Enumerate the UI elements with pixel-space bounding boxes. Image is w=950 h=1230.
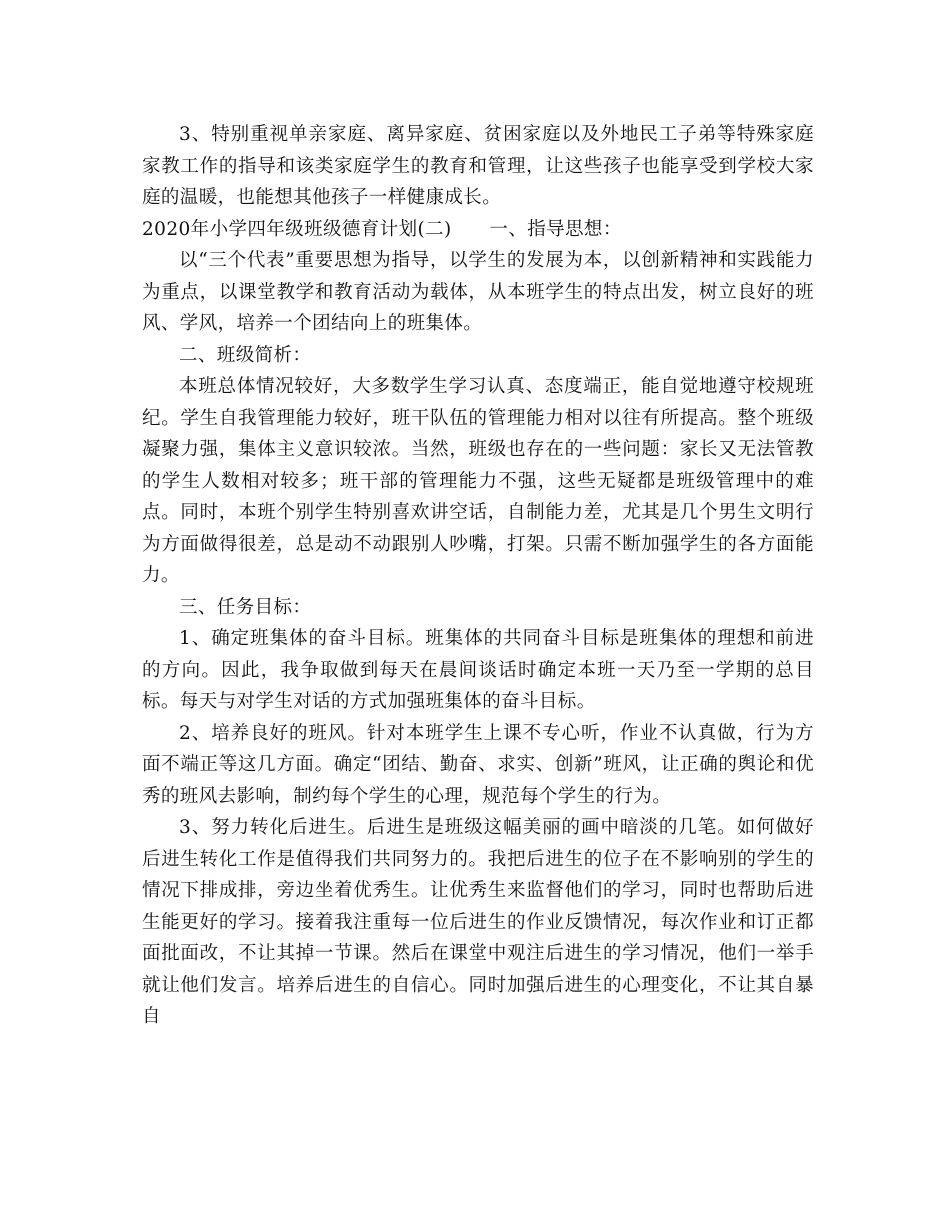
paragraph-goal-2: 2、培养良好的班风。针对本班学生上课不专心听，作业不认真做，行为方面不端正等这几方面。确定“团结、勤奋、求实、创新”班风，让正确的舆论和优秀的班风去影响，制约每个学生的心理，规范每个学生的行为。 [142, 722, 814, 807]
paragraph-class-analysis: 本班总体情况较好，大多数学生学习认真、态度端正，能自觉地遵守校规班纪。学生自我管理能力较好，班干队伍的管理能力相对以往有所提高。整个班级凝聚力强，集体主义意识较浓。当然，班级也存在的一些问题：家长又无法管教的学生人数相对较多；班干部的管理能力不强，这些无疑都是班级管理中的难点。同时，本班个别学生特别喜欢讲空话，自制能力差，尤其是几个男生文明行为方面做得很差，总是动不动跟别人吵嘴，打架。只需不断加强学生的各方面能力。 [142, 376, 814, 586]
paragraph-goal-1: 1、确定班集体的奋斗目标。班集体的共同奋斗目标是班集体的理想和前进的方向。因此，我争取做到每天在晨间谈话时确定本班一天乃至一学期的总目标。每天与对学生对话的方式加强班集体的奋斗目标。 [142, 628, 814, 712]
section-heading-task-goals: 三、任务目标： [179, 596, 312, 618]
paragraph-goal-3: 3、努力转化后进生。后进生是班级这幅美丽的画中暗淡的几笔。如何做好后进生转化工作是值得我们共同努力的。我把后进生的位子在不影响别的学生的情况下排成排，旁边坐着优秀生。让优秀生来监督他们的学习，同时也帮助后进生能更好的学习。接着我注重每一位后进生的作业反馈情况，每次作业和订正都面批面改，不让其掉一节课。然后在课堂中观注后进生的学习情况，他们一举手就让他们发言。培养后进生的自信心。同时加强后进生的心理变化，不让其自暴自 [142, 817, 814, 1027]
paragraph-guiding-thought: 以“三个代表”重要思想为指导，以学生的发展为本，以创新精神和实践能力为重点，以课堂教学和教育活动为载体，从本班学生的特点出发，树立良好的班风、学风，培养一个团结向上的班集体。 [142, 250, 814, 334]
section-heading-class-analysis: 二、班级简析： [179, 344, 312, 366]
document-title-line: 2020年小学四年级班级德育计划(二) 一、指导思想： [142, 218, 622, 240]
document-body [142, 119, 814, 1033]
paragraph-special-families: 3、特别重视单亲家庭、离异家庭、贫困家庭以及外地民工子弟等特殊家庭家教工作的指导和该类家庭学生的教育和管理，让这些孩子也能享受到学校大家庭的温暖，也能想其他孩子一样健康成长。 [142, 124, 814, 208]
